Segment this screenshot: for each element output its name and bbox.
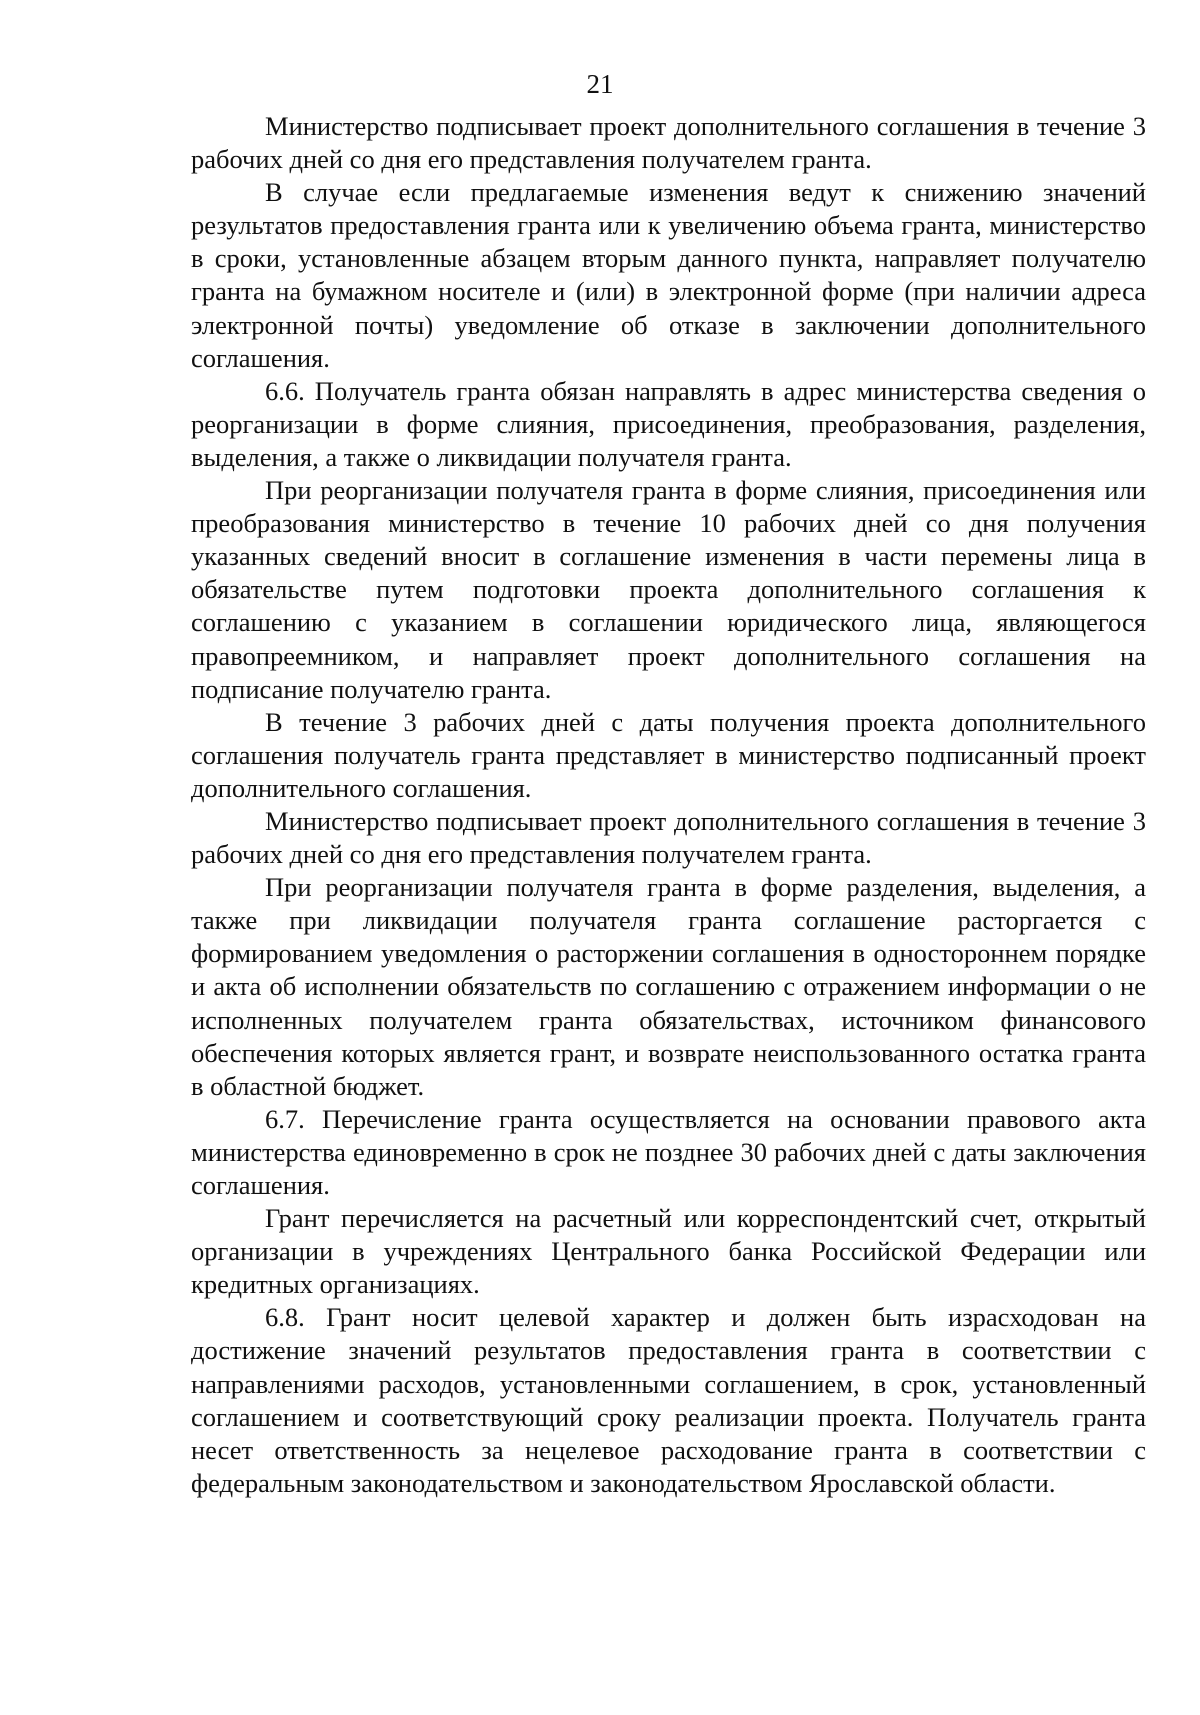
paragraph-reorganization-division: При реорганизации получателя гранта в форме разделения, выделения, а также при ликвидации получателя гранта соглашение расторгается с формированием уведомления о расторжении соглашения в одностороннем порядке и акта об исполнении обязательств по соглашению с отражением информации о не исполненных получателем гранта обязательствах, источником финансового обеспечения которых является грант, и возврате неиспользованного остатка гранта в областной бюджет. bbox=[191, 872, 1146, 1101]
page-number: 21 bbox=[586, 69, 614, 99]
paragraph-6-6: 6.6. Получатель гранта обязан направлять в адрес министерства сведения о реорганизации в форме слияния, присоединения, преобразования, разделения, выделения, а также о ликвидации получателя гранта. bbox=[191, 375, 1146, 472]
paragraph-6-8: 6.8. Грант носит целевой характер и должен быть израсходован на достижение значений результатов предоставления гранта в соответствии с направлениями расходов, установленными соглашением, в срок, установленный соглашением и соответствующий сроку реализации проекта. Получатель гранта несет ответственность за нецелевое расходование гранта в соответствии с федеральным законодательством и законодательством Ярославской области. bbox=[191, 1302, 1146, 1498]
document-body bbox=[191, 110, 1146, 1500]
paragraph-ministry-signs-repeat: Министерство подписывает проект дополнительного соглашения в течение 3 рабочих дней со дня его представления получателем гранта. bbox=[191, 805, 1146, 870]
paragraph-6-7: 6.7. Перечисление гранта осуществляется на основании правового акта министерства единовременно в срок не позднее 30 рабочих дней с даты заключения соглашения. bbox=[191, 1103, 1146, 1200]
paragraph-reorganization-merger: При реорганизации получателя гранта в форме слияния, присоединения или преобразования министерство в течение 10 рабочих дней со дня получения указанных сведений вносит в соглашение изменения в части перемены лица в обязательстве путем подготовки проекта дополнительного соглашения к соглашению с указанием в соглашении юридического лица, являющегося правопреемником, и направляет проект дополнительного соглашения на подписание получателю гранта. bbox=[191, 475, 1146, 704]
paragraph-grant-transfer-account: Грант перечисляется на расчетный или корреспондентский счет, открытый организации в учреждениях Центрального банка Российской Федерации или кредитных организациях. bbox=[191, 1203, 1146, 1300]
paragraph-recipient-submits: В течение 3 рабочих дней с даты получения проекта дополнительного соглашения получатель гранта представляет в министерство подписанный проект дополнительного соглашения. bbox=[191, 706, 1146, 803]
paragraph-refusal-notice: В случае если предлагаемые изменения ведут к снижению значений результатов предоставления гранта или к увеличению объема гранта, министерство в сроки, установленные абзацем вторым данного пункта, направляет получателю гранта на бумажном носителе и (или) в электронной форме (при наличии адреса электронной почты) уведомление об отказе в заключении дополнительного соглашения. bbox=[191, 177, 1146, 373]
paragraph-ministry-signs: Министерство подписывает проект дополнительного соглашения в течение 3 рабочих дней со дня его представления получателем гранта. bbox=[191, 111, 1146, 175]
